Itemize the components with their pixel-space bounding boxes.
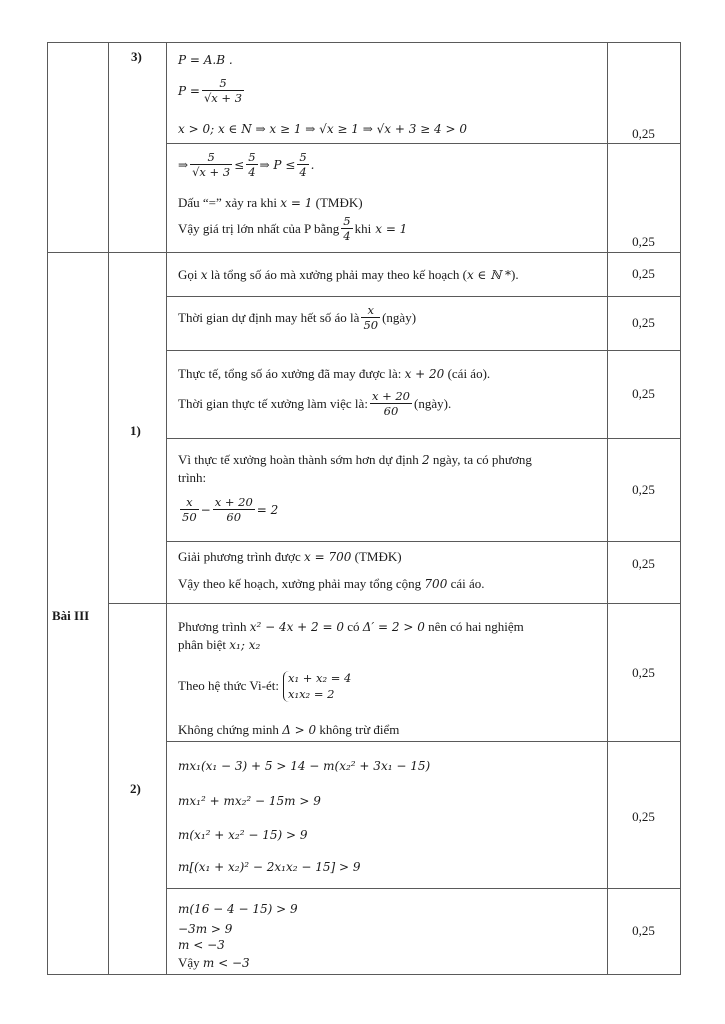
table-border-right bbox=[680, 42, 681, 974]
section-divider bbox=[47, 252, 681, 253]
score: 0,25 bbox=[632, 315, 655, 330]
formula-line: −3m > 9 bbox=[178, 922, 233, 936]
formula-text: ≤ bbox=[234, 157, 245, 172]
formula-text: x = 1 bbox=[375, 221, 408, 236]
formula-text: x² − 4x + 2 = 0 bbox=[249, 620, 345, 634]
text-line bbox=[178, 268, 519, 282]
formula-line: m(x₁² + x₂² − 15) > 9 bbox=[178, 828, 308, 842]
text: Thời gian thực tế xưởng làm việc là: bbox=[178, 396, 368, 411]
text: không trừ điểm bbox=[319, 722, 400, 737]
row-divider bbox=[166, 350, 681, 351]
column-divider-3 bbox=[607, 42, 608, 974]
text-line bbox=[178, 723, 399, 737]
text: Vậy bbox=[178, 955, 200, 970]
text-line bbox=[178, 367, 490, 381]
denominator: 60 bbox=[226, 510, 242, 525]
formula-line bbox=[178, 495, 278, 525]
text-line bbox=[178, 303, 416, 333]
equation: x₁x₂ = 2 bbox=[287, 686, 335, 701]
numerator: 5 bbox=[202, 76, 244, 91]
row-divider bbox=[166, 541, 681, 542]
score: 0,25 bbox=[632, 234, 655, 249]
text: Thời gian dự định may hết số áo là bbox=[178, 310, 360, 325]
text: có bbox=[347, 619, 360, 634]
text-line bbox=[178, 389, 451, 419]
column-divider-1 bbox=[108, 42, 109, 974]
formula-text: ⇒ P ≤ bbox=[259, 157, 296, 172]
numerator: x + 20 bbox=[371, 389, 411, 403]
text: (TMĐK) bbox=[354, 549, 402, 564]
formula-line bbox=[178, 76, 246, 106]
text-line bbox=[178, 550, 402, 564]
score: 0,25 bbox=[632, 482, 655, 497]
column-divider-2 bbox=[166, 42, 167, 974]
text-line bbox=[178, 620, 524, 634]
fraction bbox=[341, 214, 352, 244]
numerator: x bbox=[361, 303, 380, 318]
text: (ngày). bbox=[414, 396, 452, 411]
formula-text: 2 bbox=[421, 453, 430, 467]
text: (TMĐK) bbox=[315, 195, 363, 210]
text: Vì thực tế xưởng hoàn thành sớm hơn dự định bbox=[178, 452, 419, 467]
text-line bbox=[178, 638, 260, 652]
numerator: 5 bbox=[248, 150, 256, 164]
denominator: 50 bbox=[182, 510, 197, 525]
equation-system bbox=[283, 671, 351, 702]
formula-line: m(16 − 4 − 15) > 9 bbox=[178, 902, 298, 916]
text-line: trình: bbox=[178, 470, 207, 485]
score: 0,25 bbox=[632, 386, 655, 401]
text: ). bbox=[511, 267, 519, 282]
score: 0,25 bbox=[632, 665, 655, 680]
score: 0,25 bbox=[632, 126, 655, 141]
table-border-top bbox=[47, 42, 681, 43]
formula-text: 700 bbox=[424, 577, 448, 591]
formula-text: m < −3 bbox=[202, 956, 250, 970]
subsection-divider bbox=[108, 603, 681, 604]
formula-line: mx₁(x₁ − 3) + 5 > 14 − m(x₂² + 3x₁ − 15) bbox=[178, 759, 431, 773]
equation: x₁ + x₂ = 4 bbox=[287, 671, 352, 685]
fraction bbox=[246, 150, 257, 180]
text: Gọi bbox=[178, 267, 198, 282]
question-number-1: 1) bbox=[130, 423, 141, 438]
row-divider bbox=[166, 888, 681, 889]
text: phân biệt bbox=[178, 637, 227, 652]
text: Vậy giá trị lớn nhất của P bằng bbox=[178, 221, 340, 236]
text: Phương trình bbox=[178, 619, 247, 634]
formula-text: x + 20 bbox=[404, 367, 445, 381]
fraction bbox=[213, 495, 255, 525]
text-line bbox=[178, 577, 485, 591]
text: nên có hai nghiệm bbox=[428, 619, 524, 634]
formula-text: x = 700 bbox=[304, 550, 352, 564]
fraction bbox=[202, 76, 244, 106]
fraction bbox=[190, 150, 232, 180]
formula-text: x₁; x₂ bbox=[229, 638, 261, 652]
formula-line bbox=[178, 150, 315, 180]
table-border-bottom bbox=[47, 974, 681, 975]
text: Dấu “=” xảy ra khi bbox=[178, 195, 278, 210]
denominator: 60 bbox=[383, 404, 399, 419]
formula-text: Δ > 0 bbox=[282, 723, 317, 737]
denominator: √x + 3 bbox=[192, 165, 231, 180]
formula-text: − bbox=[200, 502, 211, 517]
question-number-2: 2) bbox=[130, 781, 141, 796]
row-divider bbox=[166, 438, 681, 439]
fraction bbox=[297, 150, 308, 180]
question-number-3: 3) bbox=[131, 49, 142, 64]
formula-line: m < −3 bbox=[178, 938, 225, 952]
formula-line: P = A.B . bbox=[178, 53, 233, 67]
formula-text: . bbox=[310, 157, 315, 172]
denominator: 4 bbox=[299, 165, 307, 180]
section-label: Bài III bbox=[52, 608, 90, 623]
formula-text: Δ′ = 2 > 0 bbox=[362, 620, 425, 634]
numerator: x bbox=[180, 495, 199, 510]
numerator: 5 bbox=[299, 150, 307, 164]
table-border-left bbox=[47, 42, 48, 974]
denominator: 4 bbox=[343, 229, 351, 244]
text: Theo hệ thức Vi-ét: bbox=[178, 678, 279, 694]
denominator: √x + 3 bbox=[203, 91, 243, 106]
fraction bbox=[180, 495, 199, 525]
formula-text: x ∈ ℕ * bbox=[466, 268, 512, 282]
row-divider bbox=[166, 741, 681, 742]
row-divider bbox=[166, 143, 681, 144]
text: Thực tế, tổng số áo xưởng đã may được là: bbox=[178, 366, 402, 381]
text: ngày, ta có phương bbox=[432, 452, 532, 467]
text: cái áo. bbox=[450, 576, 485, 591]
fraction bbox=[361, 303, 380, 333]
fraction bbox=[370, 389, 412, 419]
formula-line: m[(x₁ + x₂)² − 2x₁x₂ − 15] > 9 bbox=[178, 860, 361, 874]
score: 0,25 bbox=[632, 809, 655, 824]
denominator: 4 bbox=[248, 165, 256, 180]
formula-text: x bbox=[200, 268, 208, 282]
text: là tổng số áo mà xưởng phải may theo kế hoạch ( bbox=[210, 267, 467, 282]
text-line bbox=[178, 956, 250, 970]
score: 0,25 bbox=[632, 266, 655, 281]
score: 0,25 bbox=[632, 556, 655, 571]
text-line bbox=[178, 214, 407, 244]
text-line bbox=[178, 196, 363, 210]
text: Giải phương trình được bbox=[178, 549, 301, 564]
numerator: 5 bbox=[190, 150, 232, 165]
row-divider bbox=[166, 296, 681, 297]
formula-text: P = bbox=[178, 83, 200, 98]
text: (ngày) bbox=[382, 310, 417, 325]
text: Vậy theo kế hoạch, xưởng phải may tổng cộng bbox=[178, 576, 422, 591]
text: khi bbox=[354, 221, 372, 236]
formula-line: x > 0; x ∈ N ⇒ x ≥ 1 ⇒ √x ≥ 1 ⇒ √x + 3 ≥ 4 > 0 bbox=[178, 122, 467, 136]
formula-text: x = 1 bbox=[280, 196, 313, 210]
formula-text: = 2 bbox=[256, 502, 279, 517]
text: (cái áo). bbox=[447, 366, 491, 381]
text-line bbox=[178, 671, 351, 702]
numerator: 5 bbox=[343, 214, 351, 228]
formula-text: ⇒ bbox=[178, 157, 189, 172]
numerator: x + 20 bbox=[214, 495, 253, 509]
text: Không chứng minh bbox=[178, 722, 279, 737]
formula-line: mx₁² + mx₂² − 15m > 9 bbox=[178, 794, 321, 808]
score: 0,25 bbox=[632, 923, 655, 938]
text-line bbox=[178, 453, 532, 467]
denominator: 50 bbox=[363, 318, 379, 333]
